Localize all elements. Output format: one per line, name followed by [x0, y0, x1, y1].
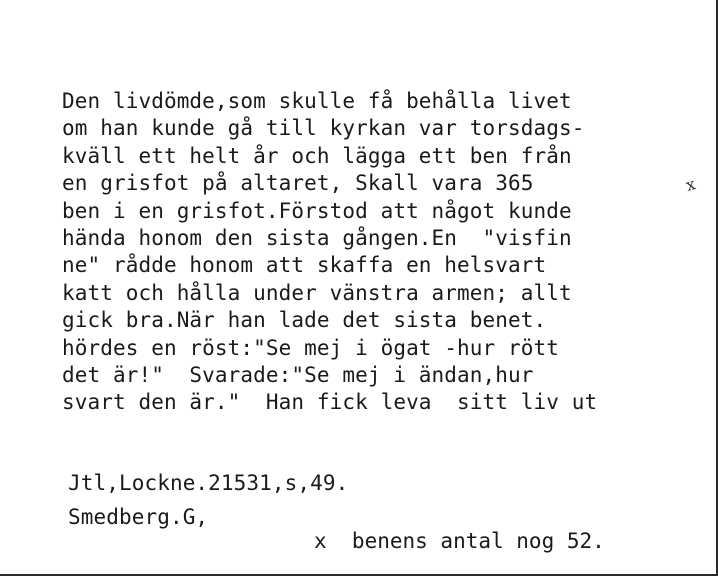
- footnote: x benens antal nog 52.: [314, 529, 605, 553]
- text-line: hända honom den sista gången.En "visfin: [62, 226, 572, 251]
- text-line: det är!" Svarade:"Se mej i ändan,hur: [62, 363, 534, 388]
- text-line: ne" rådde honom att skaffa en helsvart: [62, 253, 547, 278]
- text-line: svart den är." Han fick leva sitt liv ut: [62, 390, 598, 415]
- text-line: katt och hålla under vänstra armen; allt: [62, 280, 572, 305]
- card-body-text: [62, 88, 718, 417]
- handwritten-margin-mark: x: [683, 174, 698, 195]
- source-reference: Jtl,Lockne.21531,s,49.: [68, 471, 349, 495]
- text-line: en grisfot på altaret, Skall vara 365: [62, 171, 534, 196]
- text-line: ben i en grisfot.Förstod att något kunde: [62, 198, 572, 223]
- text-line: om han kunde gå till kyrkan var torsdags-: [62, 116, 585, 141]
- text-line: gick bra.När han lade det sista benet.: [62, 308, 547, 333]
- text-line: kväll ett helt år och lägga ett ben från: [62, 143, 572, 168]
- text-line: hördes en röst:"Se mej i ögat -hur rött: [62, 335, 559, 360]
- reference-block: [68, 466, 348, 534]
- text-line: Den livdömde,som skulle få behålla livet: [62, 89, 572, 113]
- collector-name: Smedberg.G,: [68, 505, 209, 529]
